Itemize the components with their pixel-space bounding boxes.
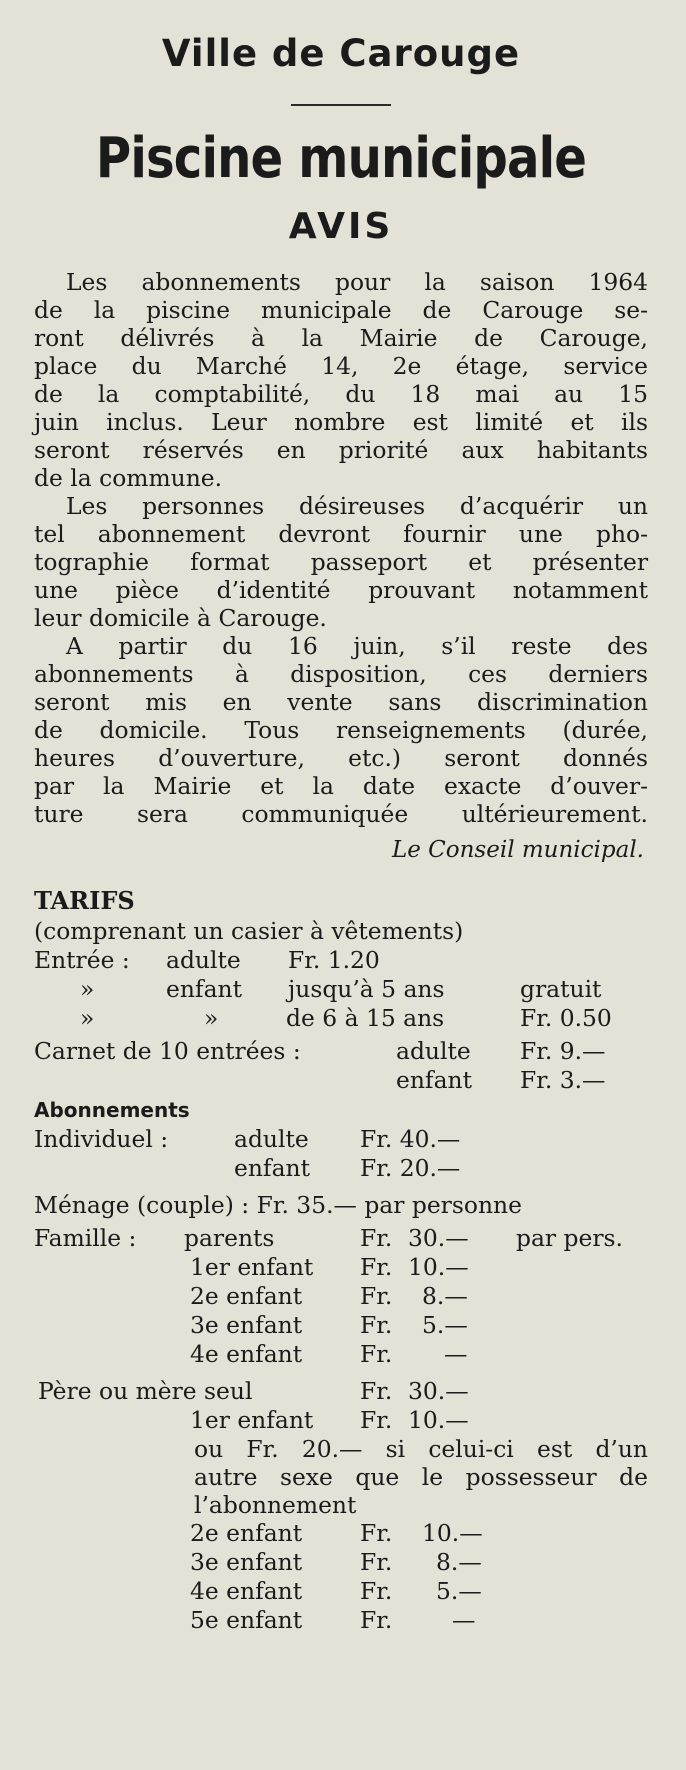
row-category: 4e enfant <box>190 1577 303 1605</box>
avis-heading: AVIS <box>288 206 394 247</box>
text-line: Les abonnements pour la saison 1964 <box>66 268 648 296</box>
table-row <box>34 1377 648 1406</box>
row-price: — <box>444 1340 468 1368</box>
text-line: abonnements à disposition, ces derniers <box>34 660 648 688</box>
table-row <box>34 1340 648 1369</box>
row-currency: Fr. <box>360 1406 393 1434</box>
row-label: Carnet de 10 entrées : <box>34 1037 301 1065</box>
row-price: Fr. 0.50 <box>520 1004 612 1032</box>
table-row <box>34 1311 648 1340</box>
table-row <box>34 975 648 1004</box>
row-category: adulte <box>234 1125 309 1153</box>
famille-table <box>34 1224 648 1369</box>
row-price: 10.— <box>408 1406 469 1434</box>
text-line: ront délivrés à la Mairie de Carouge, <box>34 324 648 352</box>
text-line: tographie format passeport et présenter <box>34 548 648 576</box>
table-row <box>34 1125 648 1154</box>
row-price: Fr. 20.— <box>360 1154 461 1182</box>
row-category: 1er enfant <box>190 1253 314 1281</box>
pere-mere-table <box>34 1377 648 1435</box>
table-row <box>34 1066 648 1095</box>
row-category: 3e enfant <box>190 1548 303 1576</box>
menage-row <box>34 1191 648 1220</box>
row-category: enfant <box>396 1066 472 1094</box>
text-line: ture sera communiquée ultérieurement. <box>34 800 648 828</box>
text-line: par la Mairie et la date exacte d’ouver- <box>34 772 648 800</box>
text-line: autre sexe que le possesseur de <box>194 1463 648 1491</box>
ditto-mark: » <box>80 1004 95 1032</box>
signature: Le Conseil municipal. <box>391 837 644 863</box>
row-price: 10.— <box>422 1519 483 1547</box>
text-line: heures d’ouverture, etc.) seront donnés <box>34 744 648 772</box>
row-currency: Fr. <box>360 1311 393 1339</box>
ditto-mark: » <box>204 1004 219 1032</box>
table-row <box>34 1253 648 1282</box>
row-category: 2e enfant <box>190 1282 303 1310</box>
table-row <box>34 1224 648 1253</box>
row-price: Fr. 9.— <box>520 1037 606 1065</box>
text-line: leur domicile à Carouge. <box>34 604 327 632</box>
row-price: 30.— <box>408 1224 469 1252</box>
row-label: Famille : <box>34 1224 137 1252</box>
row-price: 8.— <box>436 1548 482 1576</box>
row-label: Entrée : <box>34 946 130 974</box>
row-currency: Fr. <box>360 1519 393 1547</box>
text-line: de la comptabilité, du 18 mai au 15 <box>34 380 648 408</box>
paragraph-3 <box>34 632 648 828</box>
row-category: 5e enfant <box>190 1606 303 1634</box>
row-currency: Fr. <box>360 1606 393 1634</box>
row-currency: Fr. <box>360 1282 393 1310</box>
row-category: adulte <box>166 946 241 974</box>
carnet-table <box>34 1037 648 1095</box>
paragraph-1 <box>34 268 648 492</box>
text-line: tel abonnement devront fournir une pho- <box>34 520 648 548</box>
individuel-table <box>34 1125 648 1183</box>
table-row <box>34 1282 648 1311</box>
row-age: de 6 à 15 ans <box>286 1004 445 1032</box>
text-line: une pièce d’identité prouvant notamment <box>34 576 648 604</box>
row-currency: Fr. <box>360 1577 393 1605</box>
row-price: — <box>452 1606 476 1634</box>
row-price: 5.— <box>422 1311 468 1339</box>
menage-text: Ménage (couple) : Fr. 35.— par personne <box>34 1191 522 1219</box>
table-row <box>34 1519 648 1548</box>
table-row <box>34 1004 648 1033</box>
text-line: Les personnes désireuses d’acquérir un <box>66 492 648 520</box>
pere-mere-suite-table <box>34 1519 648 1635</box>
table-row <box>34 1037 648 1066</box>
entree-table <box>34 946 648 1033</box>
ditto-mark: » <box>80 975 95 1003</box>
ville-heading: Ville de Carouge <box>161 32 521 75</box>
text-line: seront réservés en priorité aux habitants <box>34 436 648 464</box>
text-line: de domicile. Tous renseignements (durée, <box>34 716 648 744</box>
table-row <box>34 1548 648 1577</box>
row-price: gratuit <box>520 975 602 1003</box>
row-currency: Fr. <box>360 1340 393 1368</box>
row-price: 5.— <box>436 1577 482 1605</box>
abonnements-heading: Abonnements <box>34 1098 190 1122</box>
row-price: 30.— <box>408 1377 469 1405</box>
row-category: 3e enfant <box>190 1311 303 1339</box>
tarifs-heading: TARIFS <box>34 886 135 915</box>
text-line: juin inclus. Leur nombre est limité et ils <box>34 408 648 436</box>
row-unit: par pers. <box>516 1224 623 1252</box>
divider-rule <box>291 104 391 106</box>
row-category: enfant <box>166 975 242 1003</box>
row-price: Fr. 3.— <box>520 1066 606 1094</box>
row-currency: Fr. <box>360 1548 393 1576</box>
table-row <box>34 946 648 975</box>
text-line: seront mis en vente sans discrimination <box>34 688 648 716</box>
text-line: de la piscine municipale de Carouge se- <box>34 296 648 324</box>
row-category: adulte <box>396 1037 471 1065</box>
row-currency: Fr. <box>360 1224 393 1252</box>
text-line: l’abonnement <box>194 1491 357 1519</box>
row-category: 2e enfant <box>190 1519 303 1547</box>
text-line: A partir du 16 juin, s’il reste des <box>66 632 648 660</box>
row-label: Individuel : <box>34 1125 169 1153</box>
table-row <box>34 1577 648 1606</box>
paragraph-2 <box>34 492 648 632</box>
pere-mere-note <box>34 1435 648 1519</box>
row-currency: Fr. <box>360 1253 393 1281</box>
row-category: 1er enfant <box>190 1406 314 1434</box>
text-line: ou Fr. 20.— si celui-ci est d’un <box>194 1435 648 1463</box>
row-label: Père ou mère seul <box>38 1377 253 1405</box>
row-category: 4e enfant <box>190 1340 303 1368</box>
page-title: Piscine municipale <box>95 126 587 191</box>
tarifs-subtitle: (comprenant un casier à vêtements) <box>34 917 464 945</box>
row-price: Fr. 40.— <box>360 1125 461 1153</box>
table-row <box>34 1154 648 1183</box>
table-row <box>34 1406 648 1435</box>
text-line: place du Marché 14, 2e étage, service <box>34 352 648 380</box>
notice-body <box>34 268 648 828</box>
row-age: jusqu’à 5 ans <box>288 975 445 1003</box>
row-price: 10.— <box>408 1253 469 1281</box>
row-category: enfant <box>234 1154 310 1182</box>
row-price: Fr. 1.20 <box>288 946 380 974</box>
row-price: 8.— <box>422 1282 468 1310</box>
text-line: de la commune. <box>34 464 223 492</box>
row-currency: Fr. <box>360 1377 393 1405</box>
table-row <box>34 1606 648 1635</box>
row-category: parents <box>184 1224 275 1252</box>
